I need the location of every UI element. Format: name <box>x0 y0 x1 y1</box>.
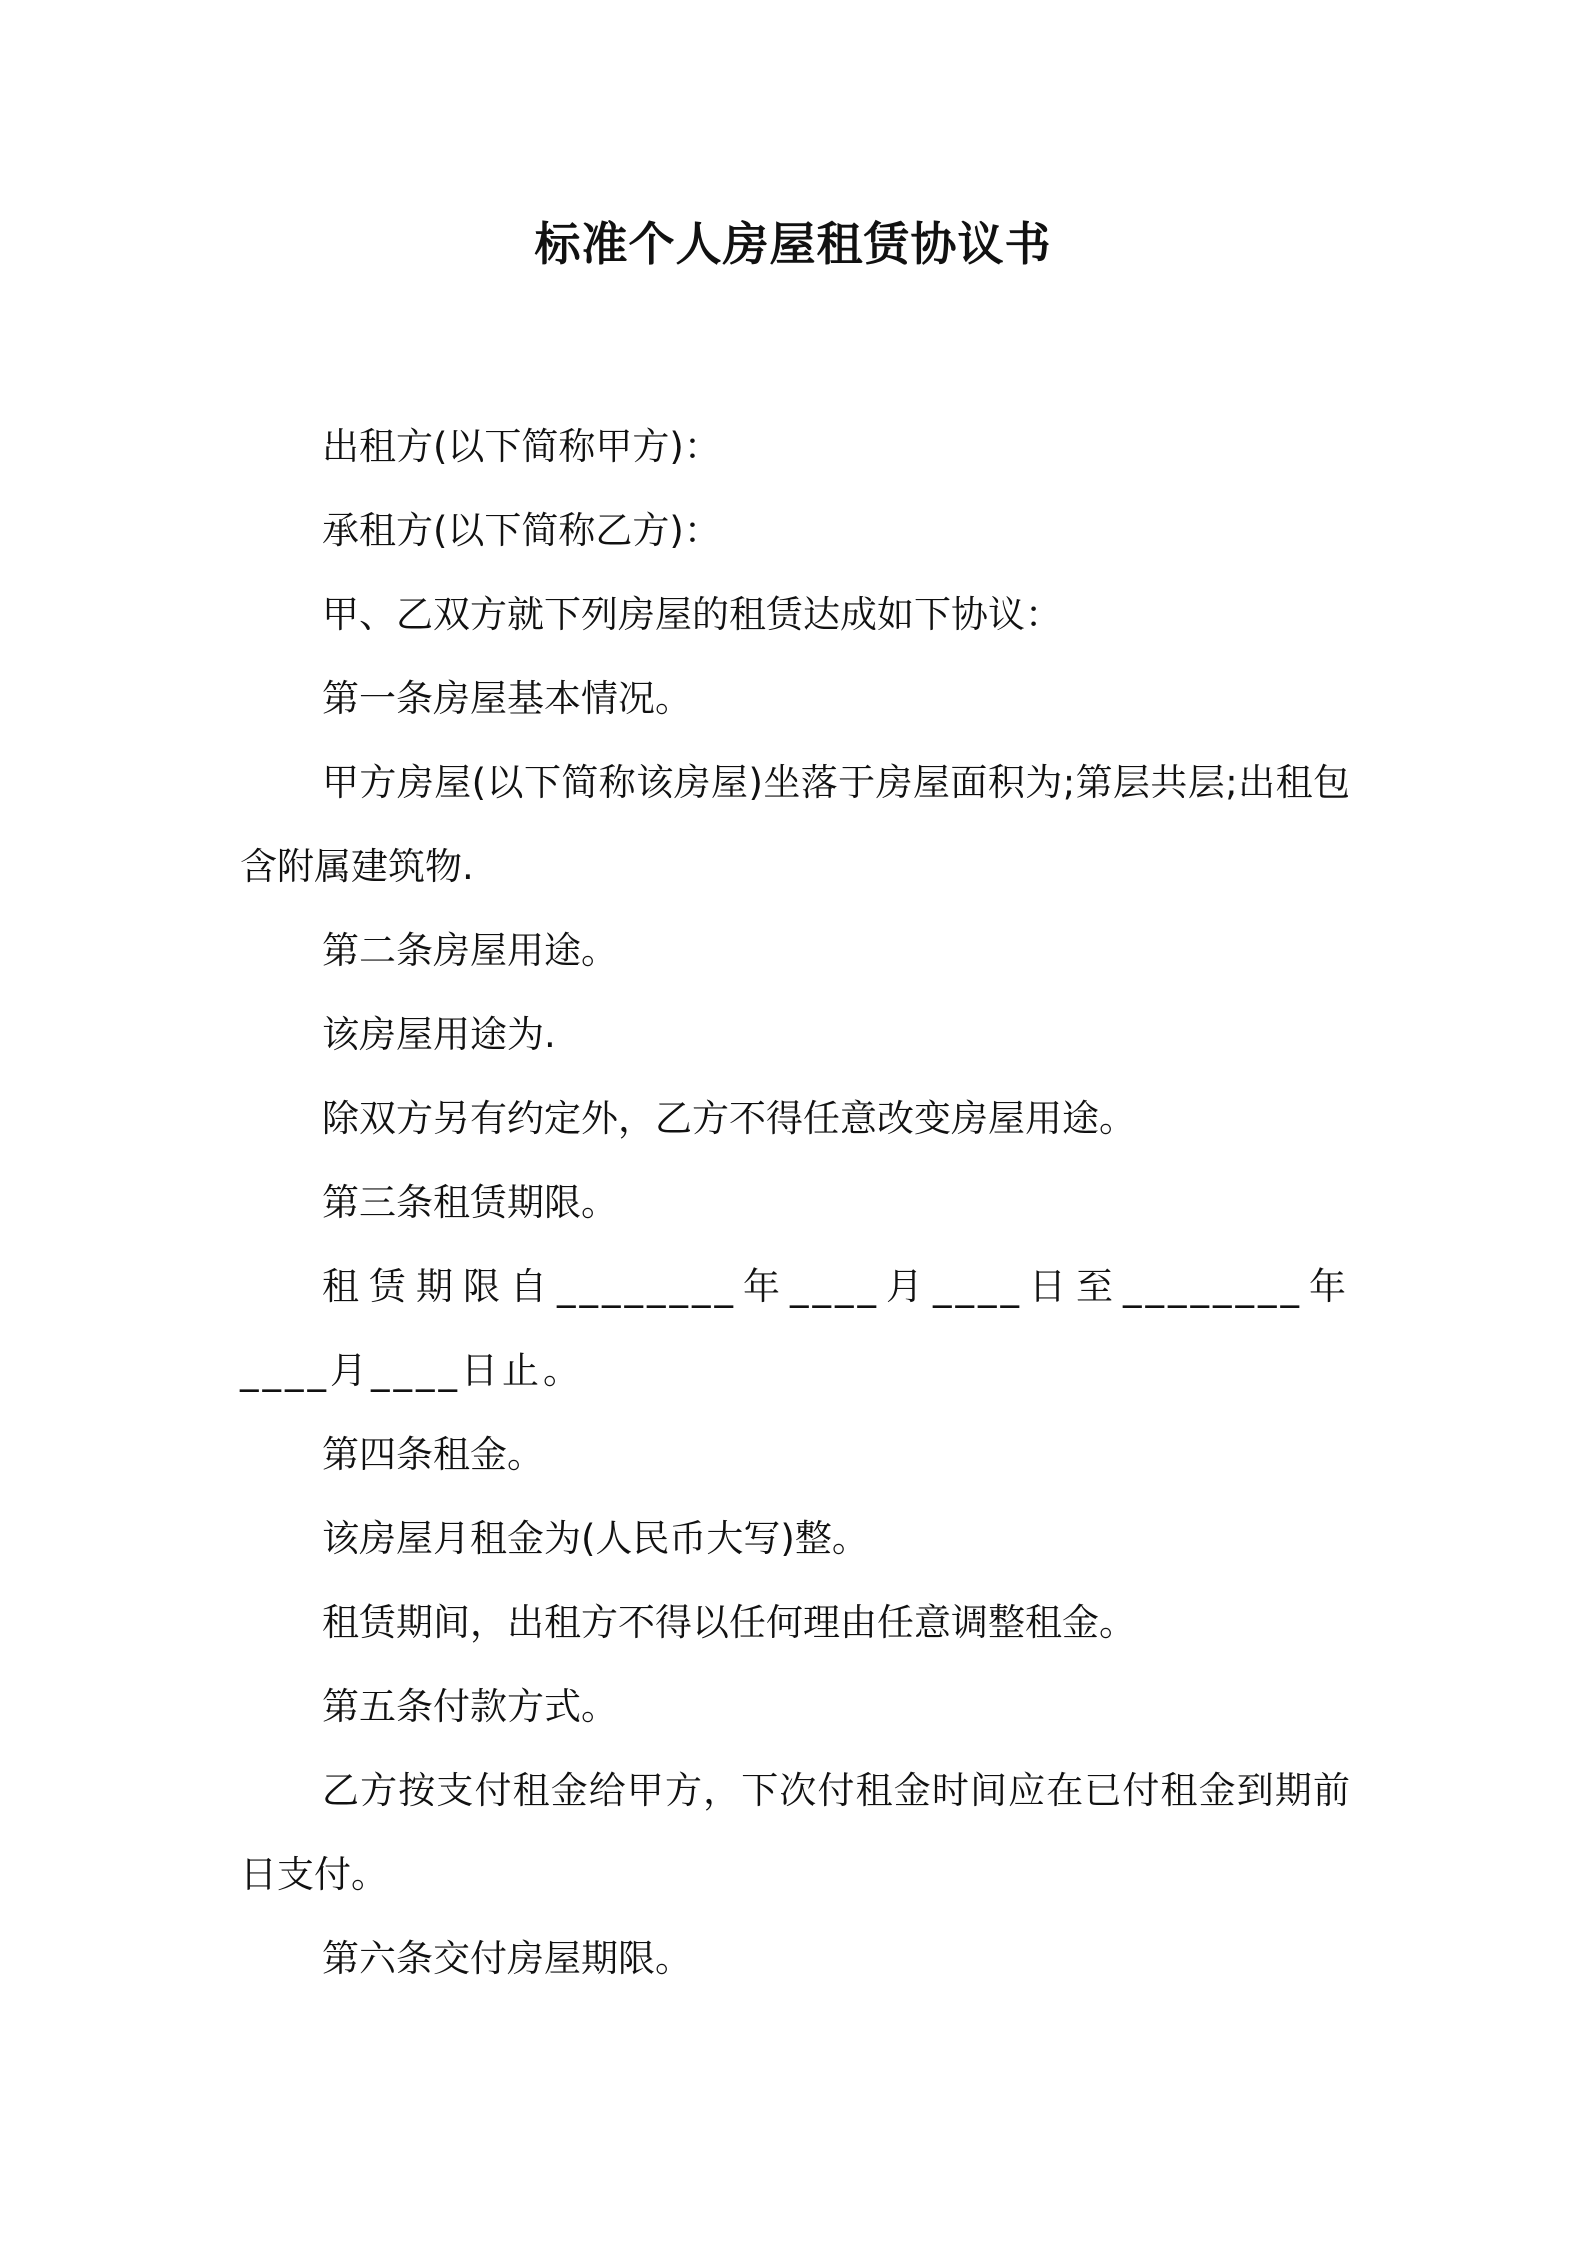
article-4-heading: 第四条租金。 <box>322 1433 544 1476</box>
document-body <box>240 405 1350 2001</box>
article-2-heading: 第二条房屋用途。 <box>322 929 618 972</box>
paragraph-use-restriction: 除双方另有约定外，乙方不得任意改变房屋用途。 <box>322 1097 1136 1140</box>
paragraph-lessor: 出租方(以下简称甲方)： <box>322 425 721 468</box>
paragraph-rent-adjustment: 租赁期间，出租方不得以任何理由任意调整租金。 <box>322 1601 1136 1644</box>
paragraph-monthly-rent: 该房屋月租金为(人民币大写)整。 <box>322 1517 869 1560</box>
article-3-heading: 第三条租赁期限。 <box>322 1181 618 1224</box>
document-title: 标准个人房屋租赁协议书 <box>534 217 1052 271</box>
paragraph-agreement-intro: 甲、乙双方就下列房屋的租赁达成如下协议： <box>322 593 1062 636</box>
article-5-heading: 第五条付款方式。 <box>322 1685 618 1728</box>
article-1-heading: 第一条房屋基本情况。 <box>322 677 692 720</box>
paragraph-house-location: 甲方房屋(以下简称该房屋)坐落于房屋面积为;第层共层;出租包含附属建筑物. <box>240 761 1350 888</box>
article-6-heading: 第六条交付房屋期限。 <box>322 1937 692 1980</box>
paragraph-lessee: 承租方(以下简称乙方)： <box>322 509 721 552</box>
paragraph-lease-term: 租赁期限自________年____月____日至________年____月____日止。 <box>240 1265 1350 1392</box>
paragraph-house-use: 该房屋用途为. <box>322 1013 556 1056</box>
paragraph-payment: 乙方按支付租金给甲方，下次付租金时间应在已付租金到期前日支付。 <box>240 1769 1350 1896</box>
